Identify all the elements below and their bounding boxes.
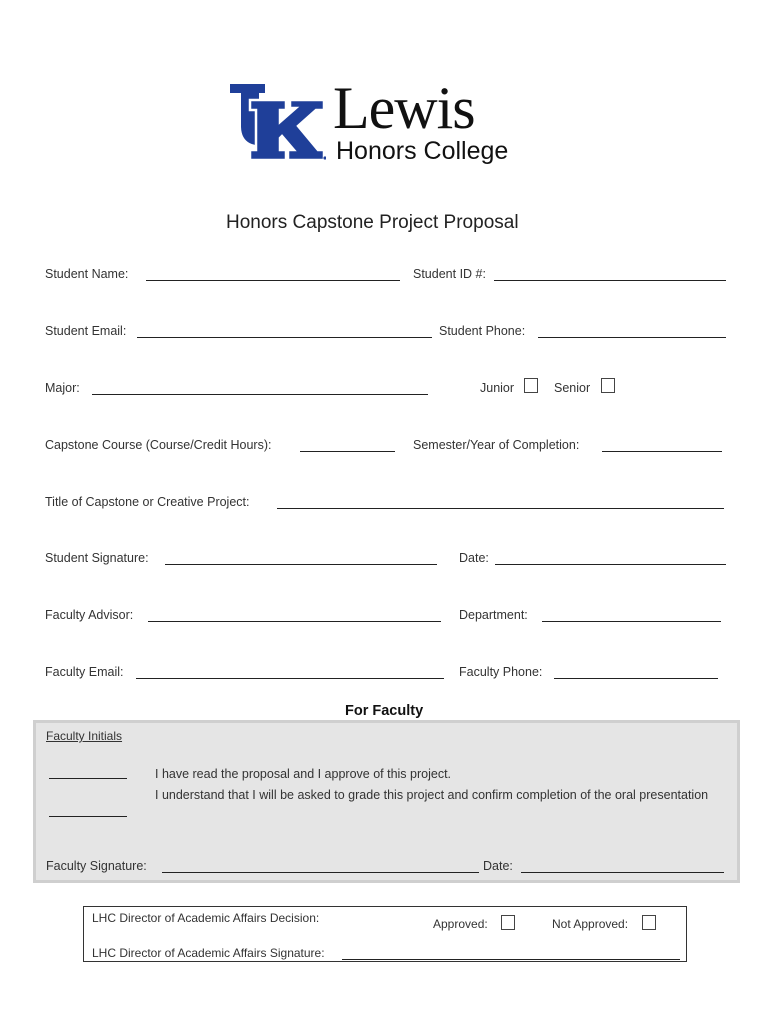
director-signature-field[interactable]: [342, 959, 680, 960]
logo-name: Lewis: [333, 75, 475, 141]
major-label: Major:: [45, 381, 80, 395]
student-phone-field[interactable]: [538, 337, 726, 338]
student-id-label: Student ID #:: [413, 267, 486, 281]
director-decision-label: LHC Director of Academic Affairs Decision:: [92, 911, 320, 925]
faculty-phone-label: Faculty Phone:: [459, 665, 543, 679]
approved-label: Approved:: [433, 917, 488, 931]
faculty-section: [33, 720, 740, 883]
department-field[interactable]: [542, 621, 721, 622]
faculty-date-field[interactable]: [521, 872, 724, 873]
student-signature-field[interactable]: [165, 564, 437, 565]
faculty-signature-label: Faculty Signature:: [46, 859, 147, 873]
form-title: Honors Capstone Project Proposal: [226, 212, 519, 233]
faculty-email-field[interactable]: [136, 678, 444, 679]
not-approved-checkbox[interactable]: [642, 915, 656, 930]
faculty-initials-field-1[interactable]: [49, 778, 127, 779]
student-phone-label: Student Phone:: [439, 324, 526, 338]
major-field[interactable]: [92, 394, 428, 395]
student-email-field[interactable]: [137, 337, 432, 338]
uk-logo-icon: [226, 80, 326, 162]
faculty-signature-field[interactable]: [162, 872, 479, 873]
director-signature-label: LHC Director of Academic Affairs Signature:: [92, 946, 325, 960]
capstone-title-label: Title of Capstone or Creative Project:: [45, 495, 250, 509]
student-name-field[interactable]: [146, 280, 400, 281]
semester-year-label: Semester/Year of Completion:: [413, 438, 580, 452]
faculty-phone-field[interactable]: [554, 678, 718, 679]
semester-year-field[interactable]: [602, 451, 722, 452]
approval-statement: I have read the proposal and I approve of this project.: [155, 767, 452, 781]
student-name-label: Student Name:: [45, 267, 129, 281]
for-faculty-heading: For Faculty: [345, 703, 424, 719]
junior-label: Junior: [480, 381, 515, 395]
capstone-course-field[interactable]: [300, 451, 395, 452]
director-section: [83, 906, 687, 962]
faculty-initials-label: Faculty Initials: [46, 729, 123, 743]
logo-subtitle: Honors College: [336, 137, 509, 165]
uk-logo: [226, 80, 326, 162]
faculty-date-label: Date:: [483, 859, 513, 873]
grading-statement: I understand that I will be asked to grade this project and confirm completion of the oral presentation: [155, 788, 709, 802]
junior-checkbox[interactable]: [524, 378, 538, 393]
senior-checkbox[interactable]: [601, 378, 615, 393]
student-date-label: Date:: [459, 551, 489, 565]
department-label: Department:: [459, 608, 528, 622]
student-id-field[interactable]: [494, 280, 726, 281]
approved-checkbox[interactable]: [501, 915, 515, 930]
student-signature-label: Student Signature:: [45, 551, 149, 565]
faculty-initials-field-2[interactable]: [49, 816, 127, 817]
not-approved-label: Not Approved:: [552, 917, 629, 931]
faculty-advisor-label: Faculty Advisor:: [45, 608, 134, 622]
senior-label: Senior: [554, 381, 591, 395]
faculty-advisor-field[interactable]: [148, 621, 441, 622]
capstone-title-field[interactable]: [277, 508, 724, 509]
student-email-label: Student Email:: [45, 324, 127, 338]
faculty-email-label: Faculty Email:: [45, 665, 124, 679]
capstone-course-label: Capstone Course (Course/Credit Hours):: [45, 438, 272, 452]
student-date-field[interactable]: [495, 564, 726, 565]
